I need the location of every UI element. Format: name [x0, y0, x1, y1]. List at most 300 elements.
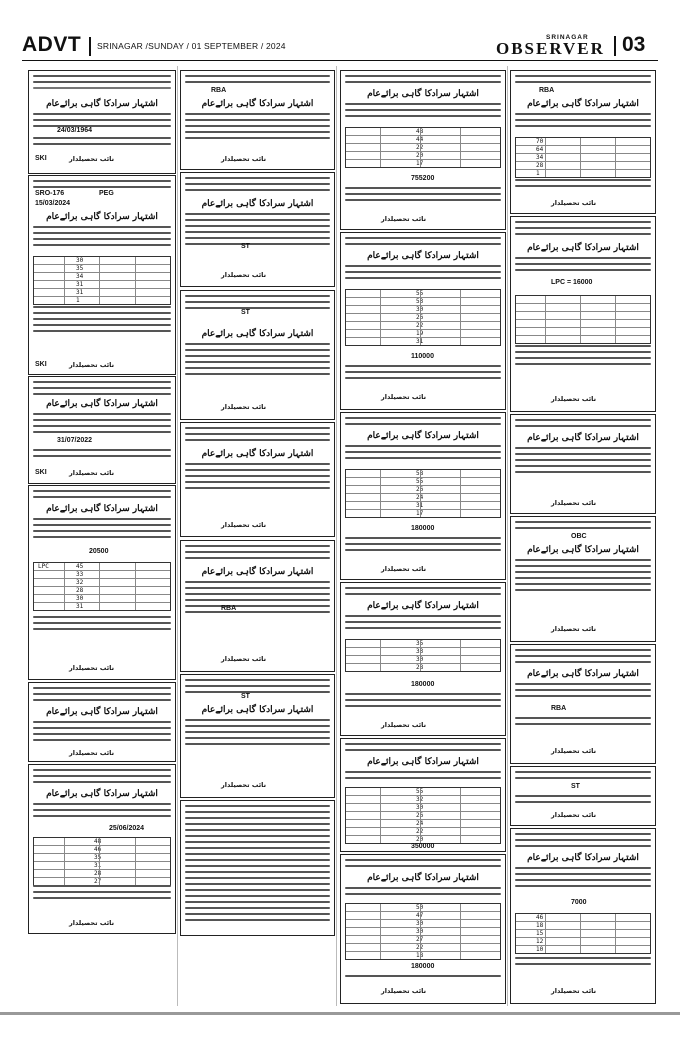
- table-cell-divider: [99, 579, 100, 586]
- table-cell-divider: [460, 952, 461, 959]
- signature: نائب تحصیلدار: [221, 521, 267, 529]
- table-cell-divider: [380, 952, 381, 959]
- notice-title: اشتہار سرادکا گاہی برائےعام: [527, 669, 639, 679]
- signature: نائب تحصیلدار: [69, 361, 115, 369]
- column-divider: [336, 66, 337, 1006]
- table-cell-divider: [380, 486, 381, 493]
- table-cell-divider: [135, 289, 136, 296]
- table-cell-divider: [615, 328, 616, 335]
- table-cell-divider: [615, 170, 616, 177]
- table-cell-divider: [580, 296, 581, 303]
- notice-title: اشتہار سرادکا گاہی برائےعام: [367, 601, 479, 611]
- table-cell-divider: [380, 648, 381, 655]
- table-cell-divider: [460, 298, 461, 305]
- table-cell-divider: [420, 470, 421, 477]
- table-cell-divider: [545, 336, 546, 343]
- table-cell-divider: [545, 154, 546, 161]
- table-cell-divider: [64, 878, 65, 885]
- reference-code: SKI: [35, 469, 47, 476]
- notice-ad: [180, 540, 335, 672]
- signature: نائب تحصیلدار: [69, 664, 115, 672]
- table-cell-divider: [420, 494, 421, 501]
- notice-title: اشتہار سرادکا گاہی برائےعام: [367, 251, 479, 261]
- table-cell-divider: [99, 846, 100, 853]
- table-cell-divider: [580, 946, 581, 953]
- table-cell-divider: [420, 952, 421, 959]
- table-cell-divider: [135, 838, 136, 845]
- brand-logo: OBSERVER: [496, 39, 605, 58]
- data-table: 30 35 34 31 31 1: [33, 256, 171, 305]
- signature: نائب تحصیلدار: [69, 749, 115, 757]
- notice-ad: [510, 216, 656, 412]
- table-cell-divider: [420, 128, 421, 135]
- table-cell-divider: [420, 298, 421, 305]
- table-cell-divider: [99, 862, 100, 869]
- notice-ad: [510, 70, 656, 214]
- table-cell-divider: [580, 138, 581, 145]
- table-cell-divider: [580, 146, 581, 153]
- table-cell-divider: [460, 936, 461, 943]
- table-cell-divider: [545, 170, 546, 177]
- table-cell-divider: [545, 146, 546, 153]
- table-cell-divider: [380, 820, 381, 827]
- table-cell-divider: [99, 878, 100, 885]
- table-cell-divider: [135, 870, 136, 877]
- table-cell-divider: [580, 170, 581, 177]
- table-cell-divider: [615, 296, 616, 303]
- table-cell-divider: [460, 812, 461, 819]
- table-cell-divider: [615, 154, 616, 161]
- table-cell-divider: [380, 136, 381, 143]
- signature: نائب تحصیلدار: [381, 393, 427, 401]
- table-cell-divider: [135, 846, 136, 853]
- table-cell-divider: [64, 257, 65, 264]
- table-cell-divider: [580, 336, 581, 343]
- notice-title: اشتہار سرادکا گاہی برائےعام: [367, 89, 479, 99]
- reference-code: RBA: [221, 605, 237, 612]
- notice-ad: [340, 738, 506, 852]
- table-cell-divider: [64, 281, 65, 288]
- notice-ad: [28, 764, 176, 934]
- table-cell-divider: [99, 587, 100, 594]
- table-cell-divider: [460, 836, 461, 843]
- table-cell-divider: [615, 336, 616, 343]
- signature: نائب تحصیلدار: [221, 655, 267, 663]
- table-cell-divider: [615, 938, 616, 945]
- table-cell-divider: [460, 656, 461, 663]
- table-cell-divider: [420, 820, 421, 827]
- page-number: 03: [622, 33, 646, 56]
- notice-title: اشتہار سرادکا گاہی برائےعام: [527, 853, 639, 863]
- notice-title: اشتہار سرادکا گاہی برائےعام: [46, 707, 158, 717]
- table-cell-divider: [420, 648, 421, 655]
- table-cell-divider: [380, 920, 381, 927]
- table-cell-divider: [580, 914, 581, 921]
- table-cell-divider: [545, 930, 546, 937]
- table-cell-divider: [460, 640, 461, 647]
- table-cell-divider: [135, 273, 136, 280]
- data-table: 35 33 30 28: [345, 639, 501, 672]
- header-rule: [22, 60, 658, 61]
- table-cell-divider: [460, 920, 461, 927]
- table-cell-divider: [615, 930, 616, 937]
- table-cell-divider: [380, 944, 381, 951]
- table-cell-divider: [460, 144, 461, 151]
- column-divider: [507, 66, 508, 1006]
- table-cell-divider: [380, 144, 381, 151]
- column-divider: [177, 66, 178, 1006]
- table-cell-divider: [64, 854, 65, 861]
- table-cell-divider: [460, 502, 461, 509]
- table-cell-divider: [380, 836, 381, 843]
- table-cell-divider: [64, 273, 65, 280]
- amount: 20500: [89, 548, 109, 555]
- notice-ad: [510, 766, 656, 826]
- table-cell-divider: [420, 828, 421, 835]
- table-cell-divider: [99, 603, 100, 610]
- table-cell-divider: [420, 290, 421, 297]
- table-cell-divider: [420, 788, 421, 795]
- table-cell-divider: [64, 862, 65, 869]
- table-cell-divider: [420, 804, 421, 811]
- footer-rule: [0, 1012, 680, 1015]
- table-cell-divider: [615, 914, 616, 921]
- table-cell-divider: [420, 812, 421, 819]
- signature: نائب تحصیلدار: [69, 919, 115, 927]
- table-cell-divider: [460, 486, 461, 493]
- signature: نائب تحصیلدار: [551, 811, 597, 819]
- table-cell-divider: [460, 330, 461, 337]
- table-cell-divider: [380, 904, 381, 911]
- table-cell-divider: [420, 796, 421, 803]
- notice-ad: [180, 290, 335, 420]
- table-cell-divider: [545, 328, 546, 335]
- section-label: ADVT: [22, 33, 82, 56]
- table-cell-divider: [545, 914, 546, 921]
- table-cell-divider: [380, 502, 381, 509]
- notice-ad: [180, 674, 335, 798]
- table-cell-divider: [615, 162, 616, 169]
- table-cell-divider: [380, 160, 381, 167]
- table-cell-divider: [460, 820, 461, 827]
- table-cell-divider: [615, 320, 616, 327]
- notice-title: اشتہار سرادکا گاہی برائےعام: [46, 504, 158, 514]
- table-cell-divider: [380, 796, 381, 803]
- data-table: 55 32 30 26 24 22 20: [345, 787, 501, 844]
- table-cell-divider: [99, 854, 100, 861]
- notice-title: اشتہار سرادکا گاہی برائےعام: [367, 873, 479, 883]
- notice-ad: [180, 422, 335, 537]
- table-cell-divider: [460, 664, 461, 671]
- reference-code: ST: [241, 309, 250, 316]
- table-cell-divider: [64, 563, 65, 570]
- notice-title: اشتہار سرادکا گاہی برائےعام: [46, 399, 158, 409]
- table-cell-divider: [99, 281, 100, 288]
- table-cell-divider: [460, 912, 461, 919]
- notice-title: اشتہار سرادکا گاہی برائےعام: [527, 243, 639, 253]
- table-cell-divider: [420, 338, 421, 345]
- reference-code: OBC: [571, 533, 587, 540]
- table-cell-divider: [380, 804, 381, 811]
- notice-ad: [340, 412, 506, 580]
- table-cell-divider: [580, 312, 581, 319]
- table-cell-divider: [135, 603, 136, 610]
- notice-title: اشتہار سرادکا گاہی برائےعام: [527, 433, 639, 443]
- table-cell-divider: [420, 904, 421, 911]
- table-cell-divider: [380, 128, 381, 135]
- table-cell-divider: [460, 470, 461, 477]
- notice-ad: [510, 828, 656, 1004]
- table-cell-divider: [615, 304, 616, 311]
- table-cell-divider: [460, 796, 461, 803]
- table-cell-divider: [420, 656, 421, 663]
- table-cell-divider: [420, 664, 421, 671]
- table-cell-divider: [460, 648, 461, 655]
- signature: نائب تحصیلدار: [381, 565, 427, 573]
- table-cell-divider: [420, 478, 421, 485]
- data-table: 46 18 15 12 10: [515, 913, 651, 954]
- table-cell-divider: [460, 322, 461, 329]
- table-cell-divider: [380, 470, 381, 477]
- table-cell-divider: [135, 297, 136, 304]
- table-cell-divider: [380, 812, 381, 819]
- table-cell-divider: [380, 322, 381, 329]
- amount: 755200: [411, 175, 435, 182]
- notice-ad: [180, 800, 335, 936]
- notice-ad: [340, 70, 506, 230]
- table-cell-divider: [99, 595, 100, 602]
- notice-title: اشتہار سرادکا گاہی برائےعام: [367, 431, 479, 441]
- table-cell-divider: [420, 160, 421, 167]
- table-cell-divider: [135, 579, 136, 586]
- table-cell-divider: [420, 944, 421, 951]
- table-cell-divider: [135, 595, 136, 602]
- table-cell-divider: [545, 312, 546, 319]
- notice-title: اشتہار سرادکا گاہی برائےعام: [201, 449, 314, 459]
- notice-title: اشتہار سرادکا گاہی برائےعام: [201, 99, 314, 109]
- table-cell-divider: [545, 922, 546, 929]
- table-cell-divider: [420, 136, 421, 143]
- notice-ad: [28, 376, 176, 484]
- data-table: LPC 45 33 32 28 30 31: [33, 562, 171, 611]
- notice-ad: [180, 172, 335, 287]
- table-cell-divider: [545, 304, 546, 311]
- table-cell-divider: [420, 640, 421, 647]
- table-cell-divider: [420, 486, 421, 493]
- signature: نائب تحصیلدار: [551, 499, 597, 507]
- table-cell-divider: [380, 314, 381, 321]
- table-cell-divider: [460, 788, 461, 795]
- table-cell-divider: [380, 640, 381, 647]
- table-cell-divider: [420, 510, 421, 517]
- table-cell-divider: [420, 836, 421, 843]
- table-cell-divider: [460, 944, 461, 951]
- signature: نائب تحصیلدار: [551, 987, 597, 995]
- table-cell-divider: [615, 312, 616, 319]
- notice-title: اشتہار سرادکا گاہی برائےعام: [527, 545, 639, 555]
- notice-ad: [340, 854, 506, 1004]
- reference-code: PEG: [99, 190, 114, 197]
- table-cell-divider: [420, 936, 421, 943]
- table-cell-divider: [64, 579, 65, 586]
- table-cell-divider: [420, 928, 421, 935]
- reference-code: SKI: [35, 361, 47, 368]
- table-cell-divider: [380, 338, 381, 345]
- date: 25/06/2024: [109, 825, 145, 832]
- table-cell-divider: [420, 322, 421, 329]
- date: 15/03/2024: [35, 200, 71, 207]
- signature: نائب تحصیلدار: [551, 747, 597, 755]
- signature: نائب تحصیلدار: [551, 625, 597, 633]
- table-cell-divider: [420, 144, 421, 151]
- signature: نائب تحصیلدار: [69, 155, 115, 163]
- table-cell-divider: [545, 162, 546, 169]
- notice-ad: [340, 582, 506, 736]
- table-cell-divider: [99, 265, 100, 272]
- table-cell-divider: [99, 571, 100, 578]
- table-cell-divider: [380, 290, 381, 297]
- table-cell-divider: [580, 922, 581, 929]
- notice-title: اشتہار سرادکا گاہی برائےعام: [201, 329, 314, 339]
- table-cell-divider: [460, 136, 461, 143]
- brand-city: SRINAGAR: [546, 34, 589, 41]
- reference-code: LPC = 16000: [551, 279, 593, 286]
- table-cell-divider: [380, 478, 381, 485]
- table-cell-divider: [420, 306, 421, 313]
- table-cell-divider: [460, 306, 461, 313]
- notice-title: اشتہار سرادکا گاہی برائےعام: [527, 99, 639, 109]
- table-cell-divider: [99, 870, 100, 877]
- reference-code: SKI: [35, 155, 47, 162]
- table-cell-divider: [460, 510, 461, 517]
- table-cell-divider: [380, 664, 381, 671]
- amount: 110000: [411, 353, 434, 360]
- notice-ad: [340, 232, 506, 410]
- table-cell-divider: [545, 938, 546, 945]
- reference-code: RBA: [211, 87, 227, 94]
- table-cell-divider: [380, 656, 381, 663]
- table-cell-divider: [135, 571, 136, 578]
- table-cell-divider: [615, 922, 616, 929]
- notice-ad: [28, 682, 176, 762]
- table-cell-divider: [64, 587, 65, 594]
- table-cell-divider: [99, 289, 100, 296]
- date: 31/07/2022: [57, 437, 93, 444]
- table-cell-divider: [460, 928, 461, 935]
- table-cell-divider: [460, 160, 461, 167]
- table-cell-divider: [380, 828, 381, 835]
- reference-code: ST: [571, 783, 580, 790]
- table-cell-divider: [580, 938, 581, 945]
- table-cell-divider: [64, 297, 65, 304]
- table-cell-divider: [460, 152, 461, 159]
- table-cell-divider: [460, 904, 461, 911]
- table-cell-divider: [380, 306, 381, 313]
- signature: نائب تحصیلدار: [551, 395, 597, 403]
- signature: نائب تحصیلدار: [69, 469, 115, 477]
- data-table: 70 64 34 28 1: [515, 137, 651, 178]
- divider: [614, 36, 616, 56]
- notice-ad: [28, 485, 176, 680]
- reference-code: RBA: [539, 87, 555, 94]
- table-cell-divider: [460, 804, 461, 811]
- table-cell-divider: [580, 328, 581, 335]
- table-cell-divider: [380, 928, 381, 935]
- signature: نائب تحصیلدار: [381, 721, 427, 729]
- table-cell-divider: [420, 920, 421, 927]
- table-cell-divider: [615, 138, 616, 145]
- table-cell-divider: [420, 502, 421, 509]
- table-cell-divider: [615, 146, 616, 153]
- table-cell-divider: [135, 854, 136, 861]
- reference-code: RBA: [551, 705, 567, 712]
- table-cell-divider: [380, 152, 381, 159]
- table-cell-divider: [460, 314, 461, 321]
- table-cell-divider: [135, 257, 136, 264]
- notice-title: اشتہار سرادکا گاہی برائےعام: [201, 705, 314, 715]
- table-cell-divider: [545, 138, 546, 145]
- table-cell-divider: [99, 838, 100, 845]
- table-cell-divider: [580, 930, 581, 937]
- table-cell-divider: [135, 878, 136, 885]
- table-cell-divider: [420, 330, 421, 337]
- table-cell-divider: [460, 338, 461, 345]
- table-cell-divider: [64, 265, 65, 272]
- dateline: SRINAGAR /SUNDAY / 01 SEPTEMBER / 2024: [97, 41, 286, 51]
- table-cell-divider: [380, 298, 381, 305]
- amount: 180000: [411, 525, 435, 532]
- table-cell-divider: [64, 603, 65, 610]
- table-cell-divider: [545, 296, 546, 303]
- table-cell-divider: [99, 563, 100, 570]
- table-cell-divider: [135, 587, 136, 594]
- table-cell-divider: [460, 290, 461, 297]
- table-cell-divider: [420, 314, 421, 321]
- notice-ad: [180, 70, 335, 170]
- data-table: 48 46 35 31 28 27: [33, 837, 171, 886]
- table-cell-divider: [135, 862, 136, 869]
- divider: [89, 37, 91, 56]
- table-cell-divider: [64, 595, 65, 602]
- page-header: [0, 0, 680, 62]
- table-cell-divider: [380, 912, 381, 919]
- signature: نائب تحصیلدار: [221, 781, 267, 789]
- table-cell-divider: [460, 478, 461, 485]
- data-table: 50 47 30 30 27 22 18: [345, 903, 501, 960]
- table-cell-divider: [380, 788, 381, 795]
- table-cell-divider: [380, 330, 381, 337]
- table-cell-divider: [460, 828, 461, 835]
- reference-code: SRO-176: [35, 190, 65, 197]
- notice-title: اشتہار سرادکا گاہی برائےعام: [46, 99, 158, 109]
- signature: نائب تحصیلدار: [381, 215, 427, 223]
- amount: 180000: [411, 681, 435, 688]
- notice-title: اشتہار سرادکا گاہی برائےعام: [201, 199, 314, 209]
- table-cell-divider: [64, 846, 65, 853]
- notice-ad: [510, 516, 656, 642]
- notice-ad: [510, 414, 656, 514]
- table-cell-divider: [135, 265, 136, 272]
- data-table: 58 55 26 24 31 17: [345, 469, 501, 518]
- signature: نائب تحصیلدار: [221, 271, 267, 279]
- table-cell-divider: [580, 154, 581, 161]
- notice-title: اشتہار سرادکا گاہی برائےعام: [201, 567, 314, 577]
- table-cell-divider: [64, 838, 65, 845]
- table-cell-divider: [420, 152, 421, 159]
- table-cell-divider: [99, 273, 100, 280]
- table-cell-divider: [580, 162, 581, 169]
- table-cell-divider: [580, 304, 581, 311]
